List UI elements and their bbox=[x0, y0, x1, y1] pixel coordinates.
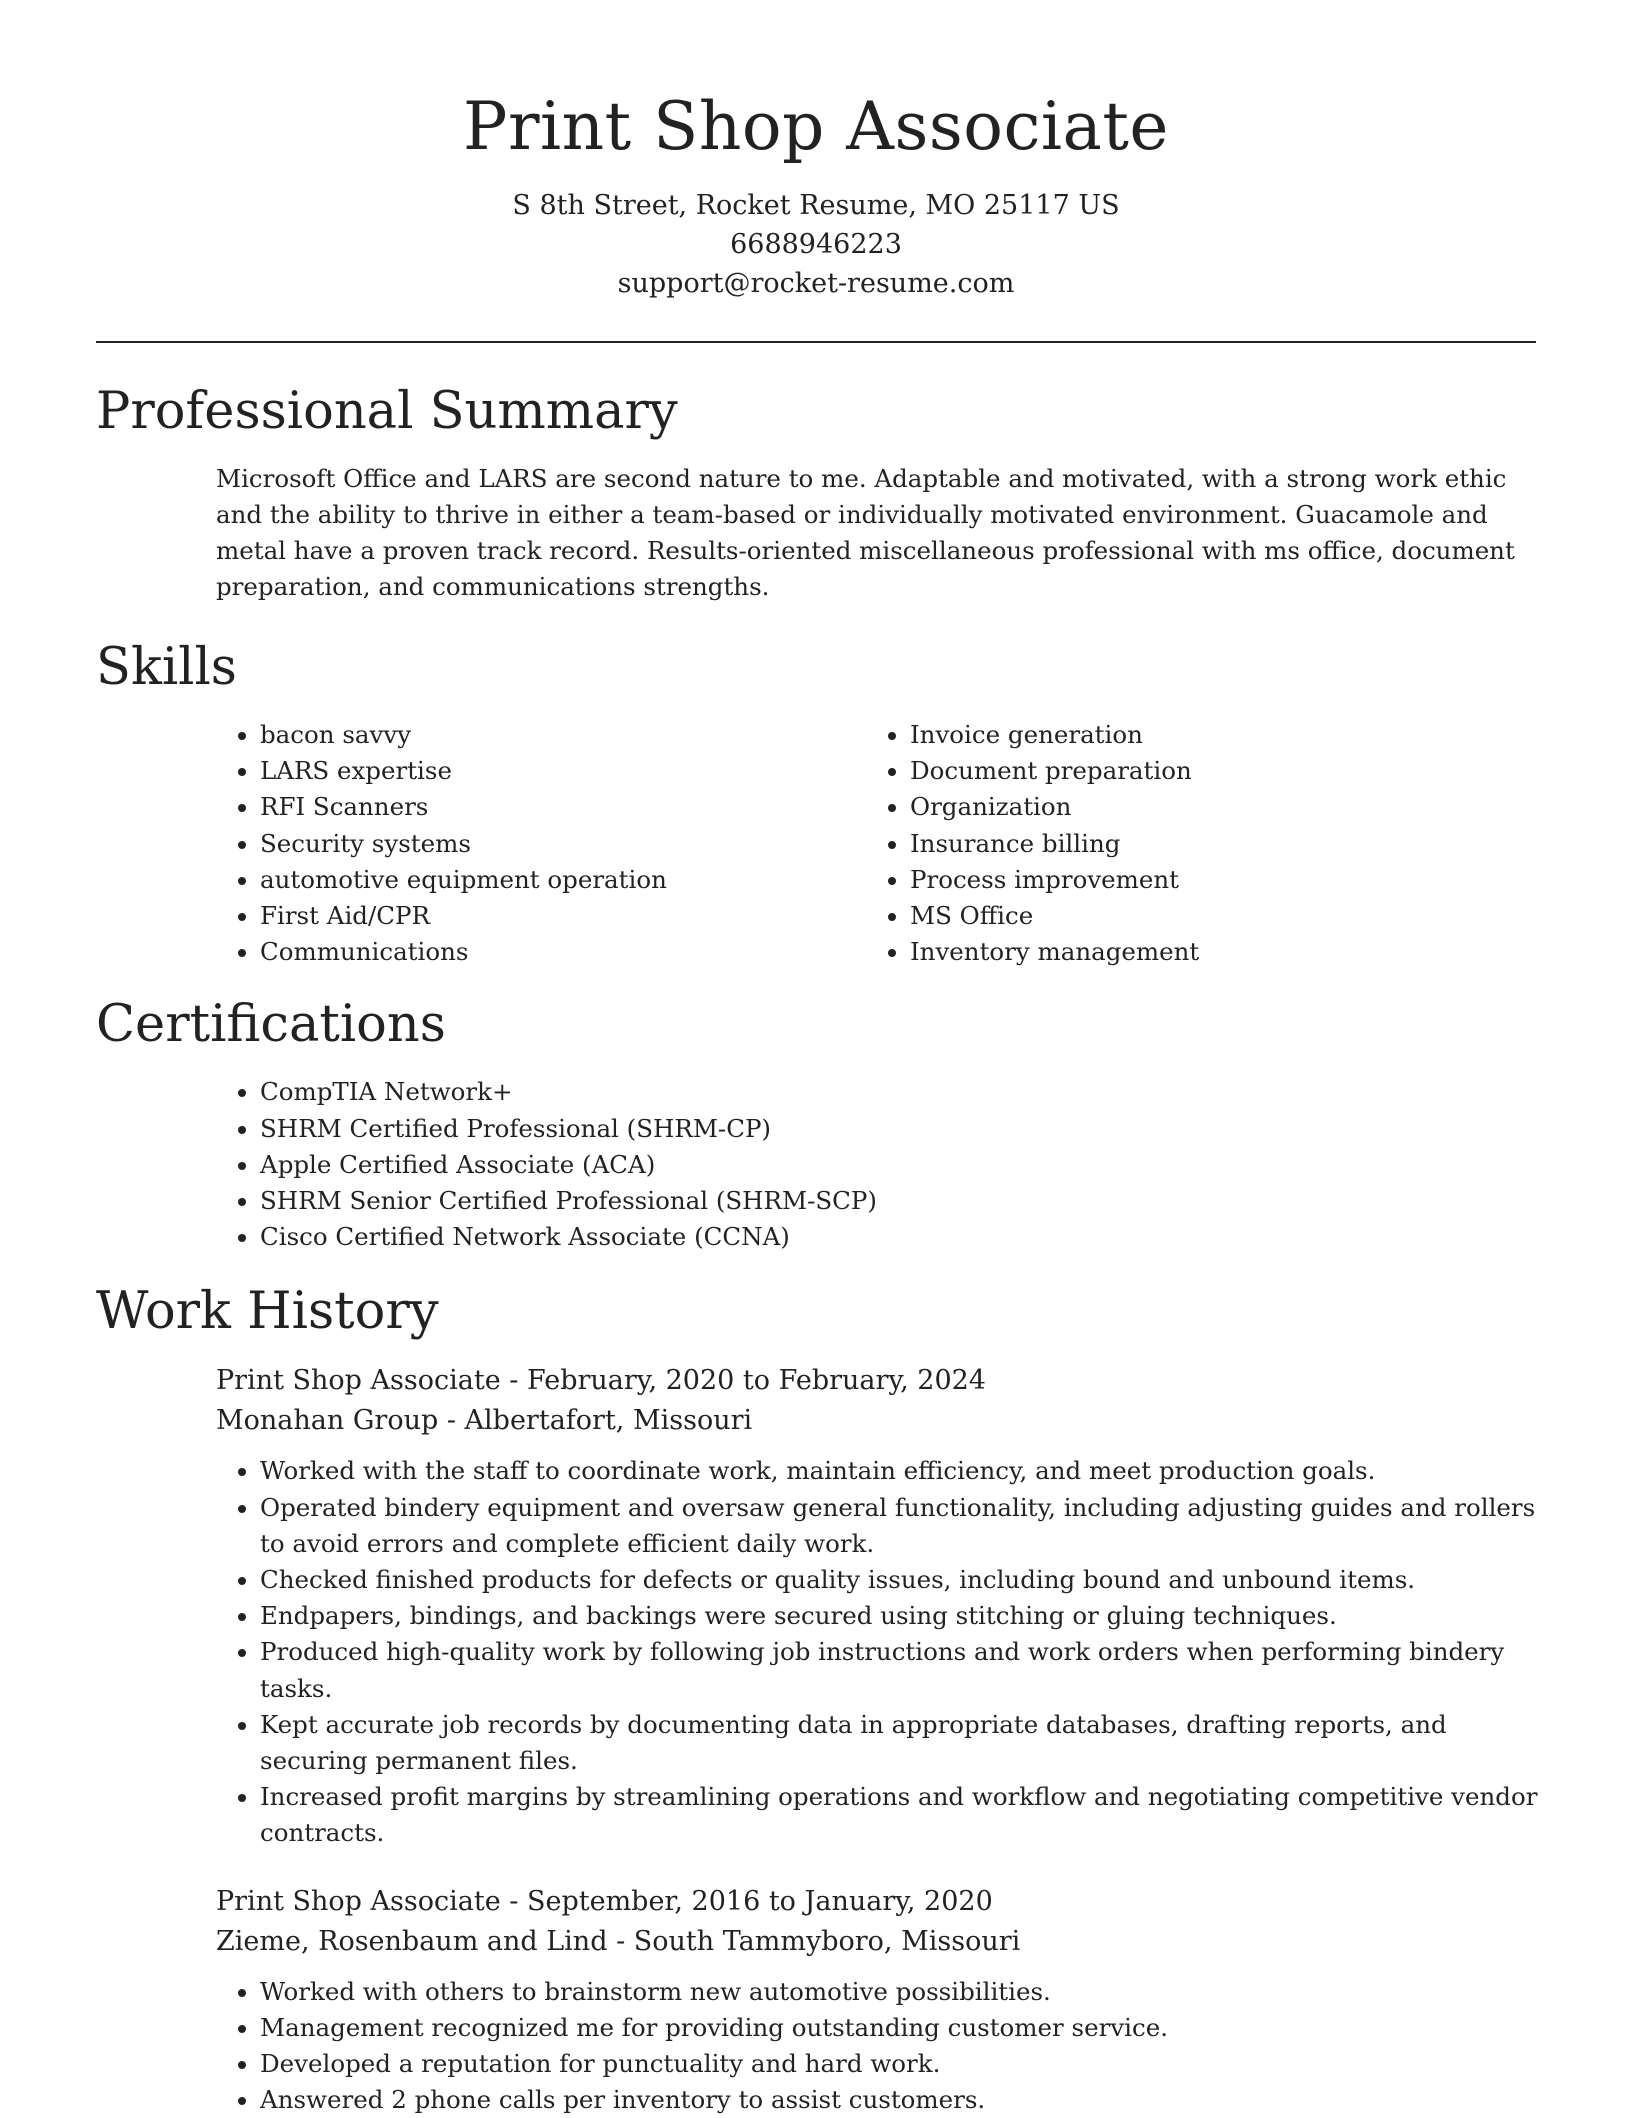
skill-item: • automotive equipment operation bbox=[260, 862, 866, 898]
job-dates: - February, 2020 to February, 2024 bbox=[500, 1365, 986, 1397]
resume-page bbox=[96, 0, 1536, 2118]
email: support@rocket-resume.com bbox=[617, 268, 1015, 299]
skills-column-left bbox=[216, 717, 866, 970]
contact-block bbox=[96, 186, 1536, 303]
job-entry bbox=[216, 1361, 1546, 1851]
job-company: Zieme, Rosenbaum and Lind bbox=[216, 1925, 608, 1957]
job-bullet: • Endpapers, bindings, and backings were secured using stitching or gluing techniques. bbox=[260, 1598, 1546, 1634]
skill-item: • Process improvement bbox=[910, 862, 1516, 898]
certifications-heading: Certifications bbox=[96, 995, 446, 1055]
certification-item: • CompTIA Network+ bbox=[260, 1074, 1536, 1110]
job-location: - Albertafort, Missouri bbox=[438, 1405, 753, 1437]
skill-item: • bacon savvy bbox=[260, 717, 866, 753]
job-bullet: • Increased profit margins by streamlining operations and workflow and negotiating competitive vendor contracts. bbox=[260, 1779, 1546, 1851]
skill-item: • Invoice generation bbox=[910, 717, 1516, 753]
certifications-list bbox=[216, 1074, 1536, 1255]
job-role: Print Shop Associate bbox=[216, 1365, 501, 1397]
job-bullet: • Developed a reputation for punctuality and hard work. bbox=[260, 2046, 1546, 2082]
phone: 6688946223 bbox=[730, 229, 902, 260]
skill-item: • First Aid/CPR bbox=[260, 898, 866, 934]
job-location: - South Tammyboro, Missouri bbox=[607, 1925, 1021, 1957]
header-divider bbox=[96, 341, 1536, 343]
job-role: Print Shop Associate bbox=[216, 1885, 501, 1917]
skills-heading: Skills bbox=[96, 638, 237, 697]
job-bullet: • Answered 2 phone calls per inventory to assist customers. bbox=[260, 2082, 1546, 2118]
skill-item: • MS Office bbox=[910, 898, 1516, 934]
job-bullet: • Checked finished products for defects or quality issues, including bound and unbound items. bbox=[260, 1562, 1546, 1598]
skill-item: • Security systems bbox=[260, 826, 866, 862]
job-company: Monahan Group bbox=[216, 1405, 439, 1437]
job-bullet: • Management recognized me for providing outstanding customer service. bbox=[260, 2010, 1546, 2046]
job-bullet: • Worked with the staff to coordinate work, maintain efficiency, and meet production goals. bbox=[260, 1453, 1546, 1489]
job-bullets bbox=[216, 1453, 1546, 1851]
certification-item: • Apple Certified Associate (ACA) bbox=[260, 1147, 1536, 1183]
job-bullets bbox=[216, 1974, 1546, 2118]
skill-item: • Document preparation bbox=[910, 753, 1516, 789]
address: S 8th Street, Rocket Resume, MO 25117 US bbox=[512, 190, 1120, 221]
summary-heading: Professional Summary bbox=[96, 382, 678, 441]
skills-column-right bbox=[866, 717, 1516, 970]
job-title-line bbox=[216, 1882, 1546, 1922]
certification-item: • SHRM Certified Professional (SHRM-CP) bbox=[260, 1111, 1536, 1147]
skill-item: • Inventory management bbox=[910, 934, 1516, 970]
skill-item: • Organization bbox=[910, 789, 1516, 825]
skill-item: • Communications bbox=[260, 934, 866, 970]
skill-item: • LARS expertise bbox=[260, 753, 866, 789]
job-company-line bbox=[216, 1922, 1546, 1962]
certification-item: • Cisco Certified Network Associate (CCNA) bbox=[260, 1219, 1536, 1255]
job-bullet: • Worked with others to brainstorm new automotive possibilities. bbox=[260, 1974, 1546, 2010]
job-bullet: • Operated bindery equipment and oversaw general functionality, including adjusting guides and rollers to avoid errors and complete efficient daily work. bbox=[260, 1490, 1546, 1562]
job-entry bbox=[216, 1882, 1546, 2118]
skill-item: • Insurance billing bbox=[910, 826, 1516, 862]
skills-grid bbox=[216, 717, 1536, 970]
skill-item: • RFI Scanners bbox=[260, 789, 866, 825]
job-title-line bbox=[216, 1361, 1546, 1401]
job-bullet: • Produced high-quality work by following job instructions and work orders when performing bindery tasks. bbox=[260, 1634, 1546, 1706]
job-dates: - September, 2016 to January, 2020 bbox=[500, 1885, 993, 1917]
summary-text: Microsoft Office and LARS are second nature to me. Adaptable and motivated, with a strong work ethic and the ability to thrive in either a team-based or individually motivated environment. Guacamole and metal have a proven track record. Results-oriented miscellaneous professional with ms office, document preparation, and communications strengths. bbox=[216, 464, 1515, 601]
work-history-heading: Work History bbox=[96, 1282, 439, 1342]
certification-item: • SHRM Senior Certified Professional (SHRM-SCP) bbox=[260, 1183, 1536, 1219]
candidate-name: Print Shop Associate bbox=[463, 88, 1169, 165]
job-bullet: • Kept accurate job records by documenting data in appropriate databases, drafting reports, and securing permanent files. bbox=[260, 1707, 1546, 1779]
job-company-line bbox=[216, 1401, 1546, 1441]
